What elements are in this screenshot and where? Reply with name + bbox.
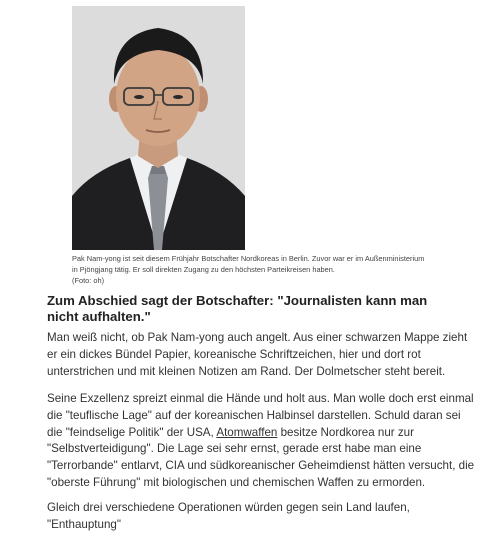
- paragraph-2-text-start: Seine Exzellenz spreizt einmal die Hände und holt aus. Man wolle doch erst einmal die "teuflische Lage" auf der koreanischen Halbinsel darstellen. Schuld daran sei die "feindselige Politik" der USA,: [47, 392, 474, 439]
- article-subheading: Zum Abschied sagt der Botschafter: "Journalisten kann man nicht aufhalten.": [47, 293, 428, 324]
- article-paragraph-1: Man weiß nicht, ob Pak Nam-yong auch angelt. Aus einer schwarzen Mappe zieht er ein dickes Bündel Papier, koreanische Schriftzeichen, hier und dort rot unterstrichen und mit kleinen Notizen am Rand. Der Dolmetscher steht bereit.: [47, 331, 468, 378]
- photo-caption: [72, 253, 432, 286]
- article-paragraph-2: [47, 391, 477, 492]
- atomwaffen-link[interactable]: Atomwaffen: [216, 425, 278, 439]
- caption-text: Pak Nam-yong ist seit diesem Frühjahr Botschafter Nordkoreas in Berlin. Zuvor war er im Außenministerium in Pjöngjang tätig. Er soll direkten Zugang zu den höchsten Parteikreisen haben.: [72, 254, 425, 274]
- portrait-photo: [72, 6, 245, 250]
- portrait-illustration: [72, 6, 245, 250]
- article-paragraph-3: Gleich drei verschiedene Operationen würden gegen sein Land laufen, "Enthauptung": [47, 501, 410, 531]
- paragraph-2-text-end: besitze Nordkorea nur zur "Selbstverteidigung". Die Lage sei sehr ernst, gerade erst habe man eine "Terrorbande" entlarvt, CIA und südkoreanischer Geheimdienst hätten versucht, die "oberste Führung" mit biologischen und chemischen Waffen zu ermorden.: [47, 425, 475, 489]
- photo-credit: (Foto: oh): [72, 276, 105, 285]
